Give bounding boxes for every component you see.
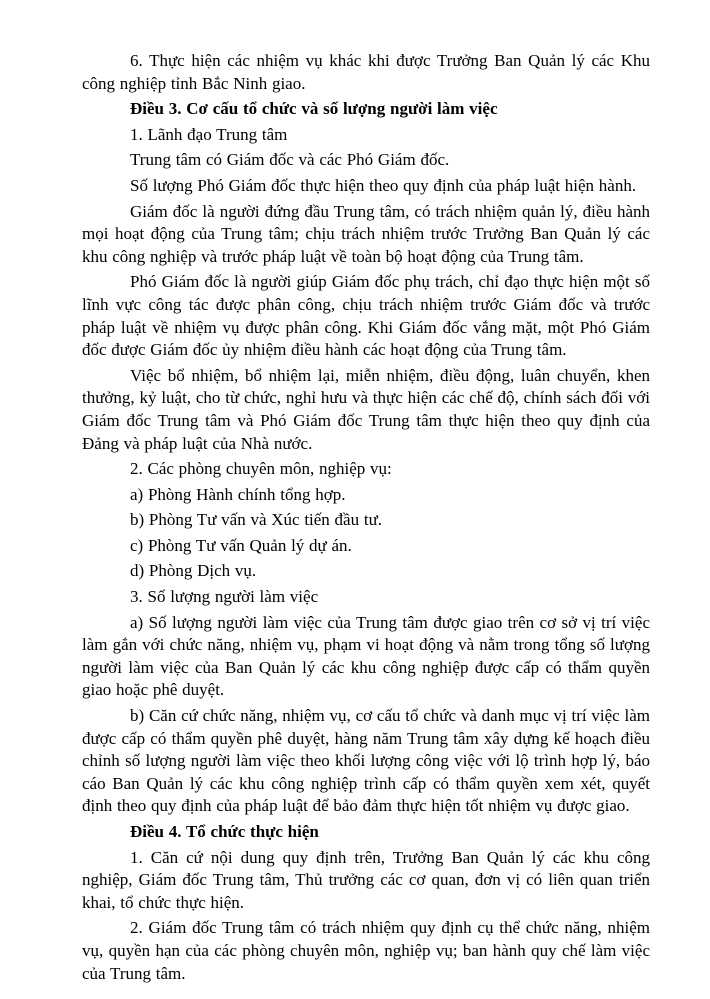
paragraph: Giám đốc là người đứng đầu Trung tâm, có trách nhiệm quản lý, điều hành mọi hoạt động của Trung tâm; chịu trách nhiệm trước Trưởng Ban Quản lý các khu công nghiệp và trước pháp luật về toàn bộ hoạt động của Trung tâm. [82,201,650,266]
paragraph: b) Căn cứ chức năng, nhiệm vụ, cơ cấu tổ chức và danh mục vị trí việc làm được cấp có thẩm quyền phê duyệt, hàng năm Trung tâm xây dựng kế hoạch điều chỉnh số lượng người làm việc theo khối lượng công việc với lộ trình hợp lý, báo cáo Ban Quản lý các khu công nghiệp trình cấp có thẩm quyền xem xét, quyết định theo quy định của pháp luật để bảo đảm thực hiện tốt nhiệm vụ được giao. [82,706,650,816]
paragraph: Trung tâm có Giám đốc và các Phó Giám đốc. [130,150,450,170]
paragraph: 6. Thực hiện các nhiệm vụ khác khi được Trưởng Ban Quản lý các Khu công nghiệp tỉnh Bắc Ninh giao. [82,51,650,93]
list-item: d) Phòng Dịch vụ. [130,561,257,581]
paragraph: 1. Lãnh đạo Trung tâm [130,124,288,144]
section-heading: Điều 3. Cơ cấu tổ chức và số lượng người làm việc [130,99,498,119]
paragraph: Phó Giám đốc là người giúp Giám đốc phụ trách, chỉ đạo thực hiện một số lĩnh vực công tác được phân công, chịu trách nhiệm trước Giám đốc và trước pháp luật về nhiệm vụ được phân công. Khi Giám đốc vắng mặt, một Phó Giám đốc được Giám đốc ủy nhiệm điều hành các hoạt động của Trung tâm. [82,272,650,360]
list-item: a) Phòng Hành chính tổng hợp. [130,484,346,504]
paragraph: 2. Các phòng chuyên môn, nghiệp vụ: [130,459,392,479]
section-heading: Điều 4. Tổ chức thực hiện [130,822,319,841]
paragraph: 1. Căn cứ nội dung quy định trên, Trưởng Ban Quản lý các khu công nghiệp, Giám đốc Trung tâm, Thủ trưởng các cơ quan, đơn vị có liên quan triển khai, tổ chức thực hiện. [82,847,650,912]
list-item: c) Phòng Tư vấn Quản lý dự án. [130,535,352,555]
list-item: b) Phòng Tư vấn và Xúc tiến đầu tư. [130,510,383,530]
paragraph: 2. Giám đốc Trung tâm có trách nhiệm quy định cụ thể chức năng, nhiệm vụ, quyền hạn của các phòng chuyên môn, nghiệp vụ; ban hành quy chế làm việc của Trung tâm. [82,918,650,983]
paragraph: a) Số lượng người làm việc của Trung tâm được giao trên cơ sở vị trí việc làm gắn với chức năng, nhiệm vụ, phạm vi hoạt động và nằm trong tổng số lượng người làm việc của Ban Quản lý các khu công nghiệp được cấp có thẩm quyền giao hoặc phê duyệt. [82,612,650,700]
paragraph: 3. Số lượng người làm việc [130,587,319,607]
paragraph: Việc bổ nhiệm, bổ nhiệm lại, miễn nhiệm, điều động, luân chuyển, khen thưởng, kỷ luật, cho từ chức, nghỉ hưu và thực hiện các chế độ, chính sách đối với Giám đốc Trung tâm và Phó Giám đốc Trung tâm thực hiện theo quy định của Đảng và pháp luật của Nhà nước. [82,365,650,453]
paragraph: Số lượng Phó Giám đốc thực hiện theo quy định của pháp luật hiện hành. [130,175,637,195]
